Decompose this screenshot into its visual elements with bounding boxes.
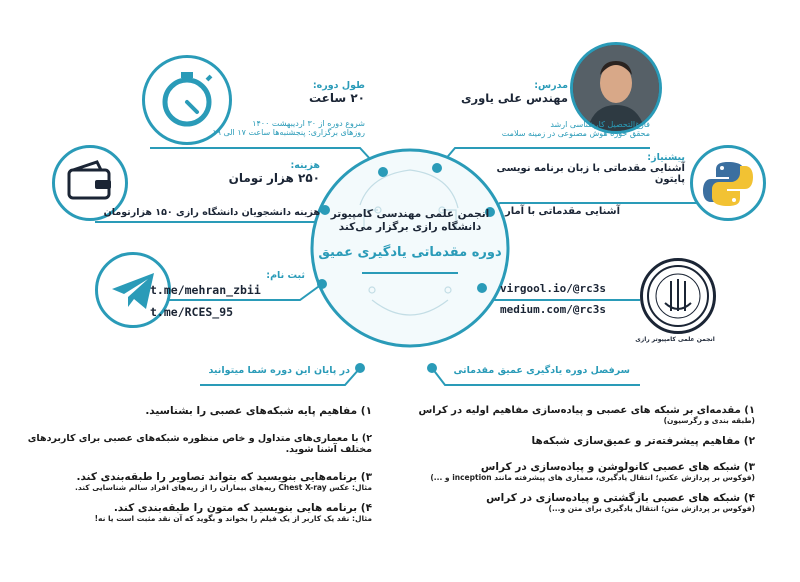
virgool-link[interactable]: virgool.io/@rc3s: [500, 282, 606, 295]
register-link-1[interactable]: t.me/mehran_zbii: [150, 283, 261, 297]
links-block: [500, 282, 640, 316]
instructor-bio-line-2: محقق حوزه هوش مصنوعی در زمینه سلامت: [501, 129, 650, 138]
syllabus-title: سرفصل دوره یادگیری عمیق مقدماتی: [453, 365, 630, 376]
cost-block: [90, 160, 320, 185]
association-logo: [640, 258, 716, 334]
instructor-bio-line-1: فارغ‌التحصیل کارشناسی ارشد: [550, 120, 650, 129]
medium-link[interactable]: medium.com/@rc3s: [500, 303, 606, 316]
logo-caption: انجمن علمی کامپیوتر رازی: [635, 336, 715, 343]
outcome-2-title: ۲) با معماری‌های متداول و خاص منظوره شبکه‌های عصبی برای کاربردهای مختلف آشنا شوید.: [27, 433, 372, 455]
instructor-bio: [430, 120, 650, 138]
prereq-item-2: آشنایی مقدماتی با آمار: [504, 206, 620, 217]
list-item: [410, 435, 755, 447]
center-org-title: انجمن علمی مهندسی کامپیوتر: [330, 208, 490, 220]
list-item: [12, 405, 372, 417]
cost-student: هزینه دانشجویان دانشگاه رازی ۱۵۰ هزارتومان: [103, 207, 320, 218]
syllabus-3-sub: (فوکوس بر پردازش عکس؛ انتقال یادگیری، معماری های پیشرفته مانند inception و ...): [430, 473, 755, 482]
syllabus-list: [410, 405, 755, 513]
duration-value: ۲۰ ساعت: [308, 91, 365, 105]
list-item: [12, 502, 372, 523]
duration-days: روزهای برگزاری: پنجشنبه‌ها ساعت ۱۷ الی ۱۹: [212, 128, 365, 137]
center-host: دانشگاه رازی برگزار می‌کند: [338, 221, 482, 233]
list-item: [410, 461, 755, 482]
prereq-block: [470, 152, 685, 185]
register-block: [150, 270, 305, 319]
instructor-label: مدرس:: [534, 80, 568, 91]
duration-block: [160, 80, 365, 137]
outcomes-list: [12, 405, 372, 523]
outcome-1-title: ۱) مفاهیم پایه شبکه‌های عصبی را بشناسید.: [145, 405, 372, 417]
instructor-block: [440, 80, 568, 105]
duration-start: شروع دوره از ۳۰ اردیبهشت ۱۴۰۰: [252, 119, 365, 128]
syllabus-1-title: ۱) مقدمه‌ای بر شبکه های عصبی و پیاده‌سازی مفاهیم اولیه در کراس: [418, 405, 755, 416]
python-icon: [690, 145, 766, 221]
prereq-item-1: آشنایی مقدماتی با زبان برنامه نویسی پایتون: [496, 163, 685, 185]
outcome-4-sub: مثال: نقد یک کاربر از یک فیلم را بخواند و بگوید که آن نقد مثبت است یا نه!: [94, 514, 372, 523]
syllabus-4-title: ۴) شبکه های عصبی بازگشتی و پیاده‌سازی در کراس: [486, 492, 755, 504]
list-item: [410, 492, 755, 513]
prereq-label: پیشنیاز:: [647, 152, 685, 163]
outcomes-title: در پایان این دوره شما میتوانید: [208, 365, 350, 376]
list-item: [410, 405, 755, 425]
duration-label: طول دوره:: [312, 80, 365, 91]
list-item: [12, 471, 372, 492]
syllabus-3-title: ۳) شبکه های عصبی کانولوشن و پیاده‌سازی در کراس: [480, 461, 755, 473]
center-course-title: دوره مقدماتی یادگیری عمیق: [318, 245, 502, 260]
syllabus-4-sub: (فوکوس بر پردازش متن؛ انتقال یادگیری برای متن و...): [548, 504, 755, 513]
syllabus-2-title: ۲) مفاهیم پیشرفته‌تر و عمیق‌سازی شبکه‌ها: [531, 435, 755, 447]
syllabus-1-sub: (طبقه بندی و رگرسیون): [663, 416, 755, 425]
instructor-name: مهندس علی یاوری: [460, 91, 568, 105]
register-link-2[interactable]: t.me/RCES_95: [150, 305, 234, 319]
cost-label: هزینه:: [290, 160, 320, 171]
list-item: [12, 433, 372, 455]
outcome-3-sub: مثال: عکس Chest X-ray ریه‌های بیماران را از ریه‌های افراد سالم شناسایی کند.: [75, 483, 372, 492]
outcome-4-title: ۴) برنامه هایی بنویسید که متون را طبقه‌بندی کند.: [113, 502, 372, 514]
cost-value: ۲۵۰ هزار تومان: [228, 171, 320, 185]
register-label: ثبت نام:: [266, 270, 305, 281]
outcome-3-title: ۳) برنامه‌هایی بنویسید که بتواند تصاویر را طبقه‌بندی کند.: [76, 471, 372, 483]
